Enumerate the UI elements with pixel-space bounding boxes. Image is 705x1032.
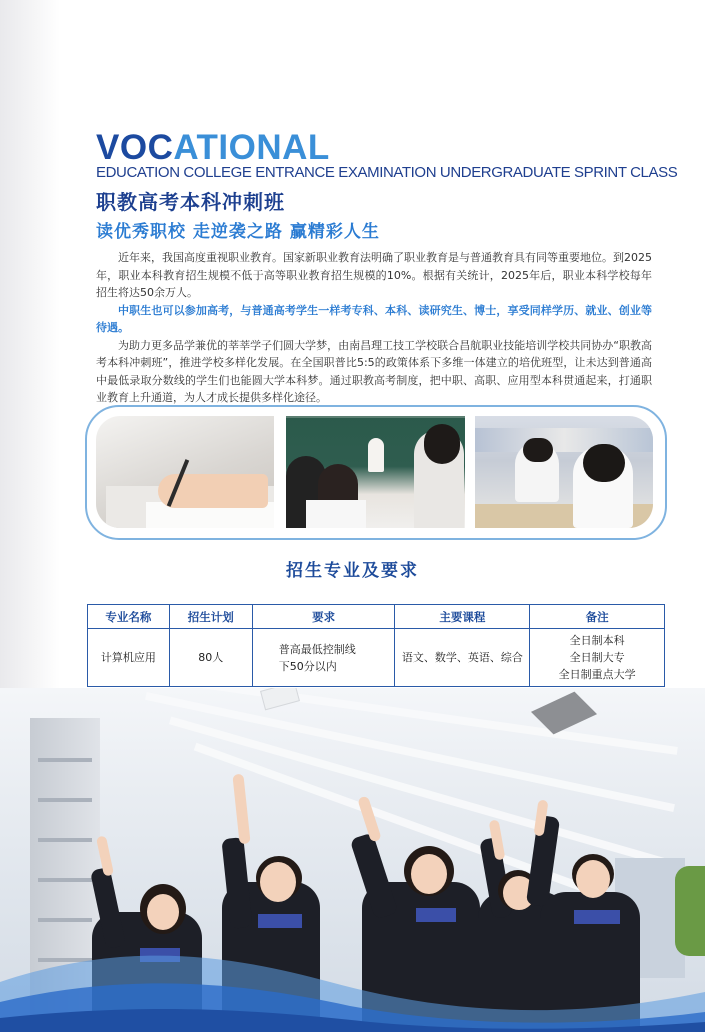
english-headline-part1: VOC (96, 128, 174, 167)
header-courses: 主要课程 (395, 605, 530, 629)
english-subtitle: EDUCATION COLLEGE ENTRANCE EXAMINATION UNDERGRADUATE SPRINT CLASS (96, 164, 678, 181)
requirement-line-2: 下50分以内 (278, 659, 337, 673)
cell-note (530, 629, 665, 687)
cell-requirement (252, 629, 395, 687)
intro-paragraph-highlight: 中职生也可以参加高考，与普通高考学生一样考专科、本科、读研究生、博士，享受同样学历、就业、创业等待遇。 (96, 303, 652, 334)
english-headline (96, 128, 330, 168)
photo-classroom-teacher (286, 416, 465, 528)
cell-major: 计算机应用 (88, 629, 170, 687)
cell-courses: 语文、数学、英语、综合 (395, 629, 530, 687)
english-headline-part2: ATIONAL (173, 128, 330, 167)
intro-paragraph-1: 近年来，我国高度重视职业教育。国家新职业教育法明确了职业教育是与普通教育具有同等重要地位。到2025年，职业本科教育招生规模不低于高等职业教育招生规模的10%。根据有关统计，2025年后，职业本科学校每年招生将达50余万人。 (96, 251, 652, 299)
chinese-title: 职教高考本科冲刺班 (96, 190, 285, 214)
intro-paragraph-3: 为助力更多品学兼优的莘莘学子们圆大学梦，由南昌理工技工学校联合昌航职业技能培训学校共同协办“职教高考本科冲刺班”，推进学校多样化发展。在全国职普比5:5的政策体系下多维一体建立的培优班型，让未达到普通高中最低录取分数线的学生们也能圆大学本科梦。通过职教高考制度，把中职、高职、应用型本科贯通起来，打通职业教育上升通道，为人才成长提供多样化途径。 (96, 338, 652, 404)
header-requirement: 要求 (252, 605, 395, 629)
header-plan: 招生计划 (169, 605, 252, 629)
graduation-photo (0, 688, 705, 1032)
note-line-1: 全日制本科 (569, 634, 625, 647)
requirement-line-1: 普高最低控制线 (278, 642, 356, 656)
header-major: 专业名称 (88, 605, 170, 629)
requirements-table (87, 604, 665, 687)
table-header-row (88, 605, 665, 629)
decorative-wave (0, 922, 705, 1032)
table-row (88, 629, 665, 687)
photo-students-studying (475, 416, 653, 528)
cell-plan: 80人 (169, 629, 252, 687)
section-title: 招生专业及要求 (286, 561, 419, 581)
graduation-cap-thrown-2 (260, 688, 300, 710)
intro-text (96, 249, 652, 407)
photo-writing-exam (96, 416, 274, 528)
note-line-3: 全日制重点大学 (558, 668, 636, 681)
note-line-2: 全日制大专 (569, 651, 625, 664)
chinese-slogan: 读优秀职校 走逆袭之路 赢精彩人生 (96, 222, 380, 242)
header-note: 备注 (530, 605, 665, 629)
